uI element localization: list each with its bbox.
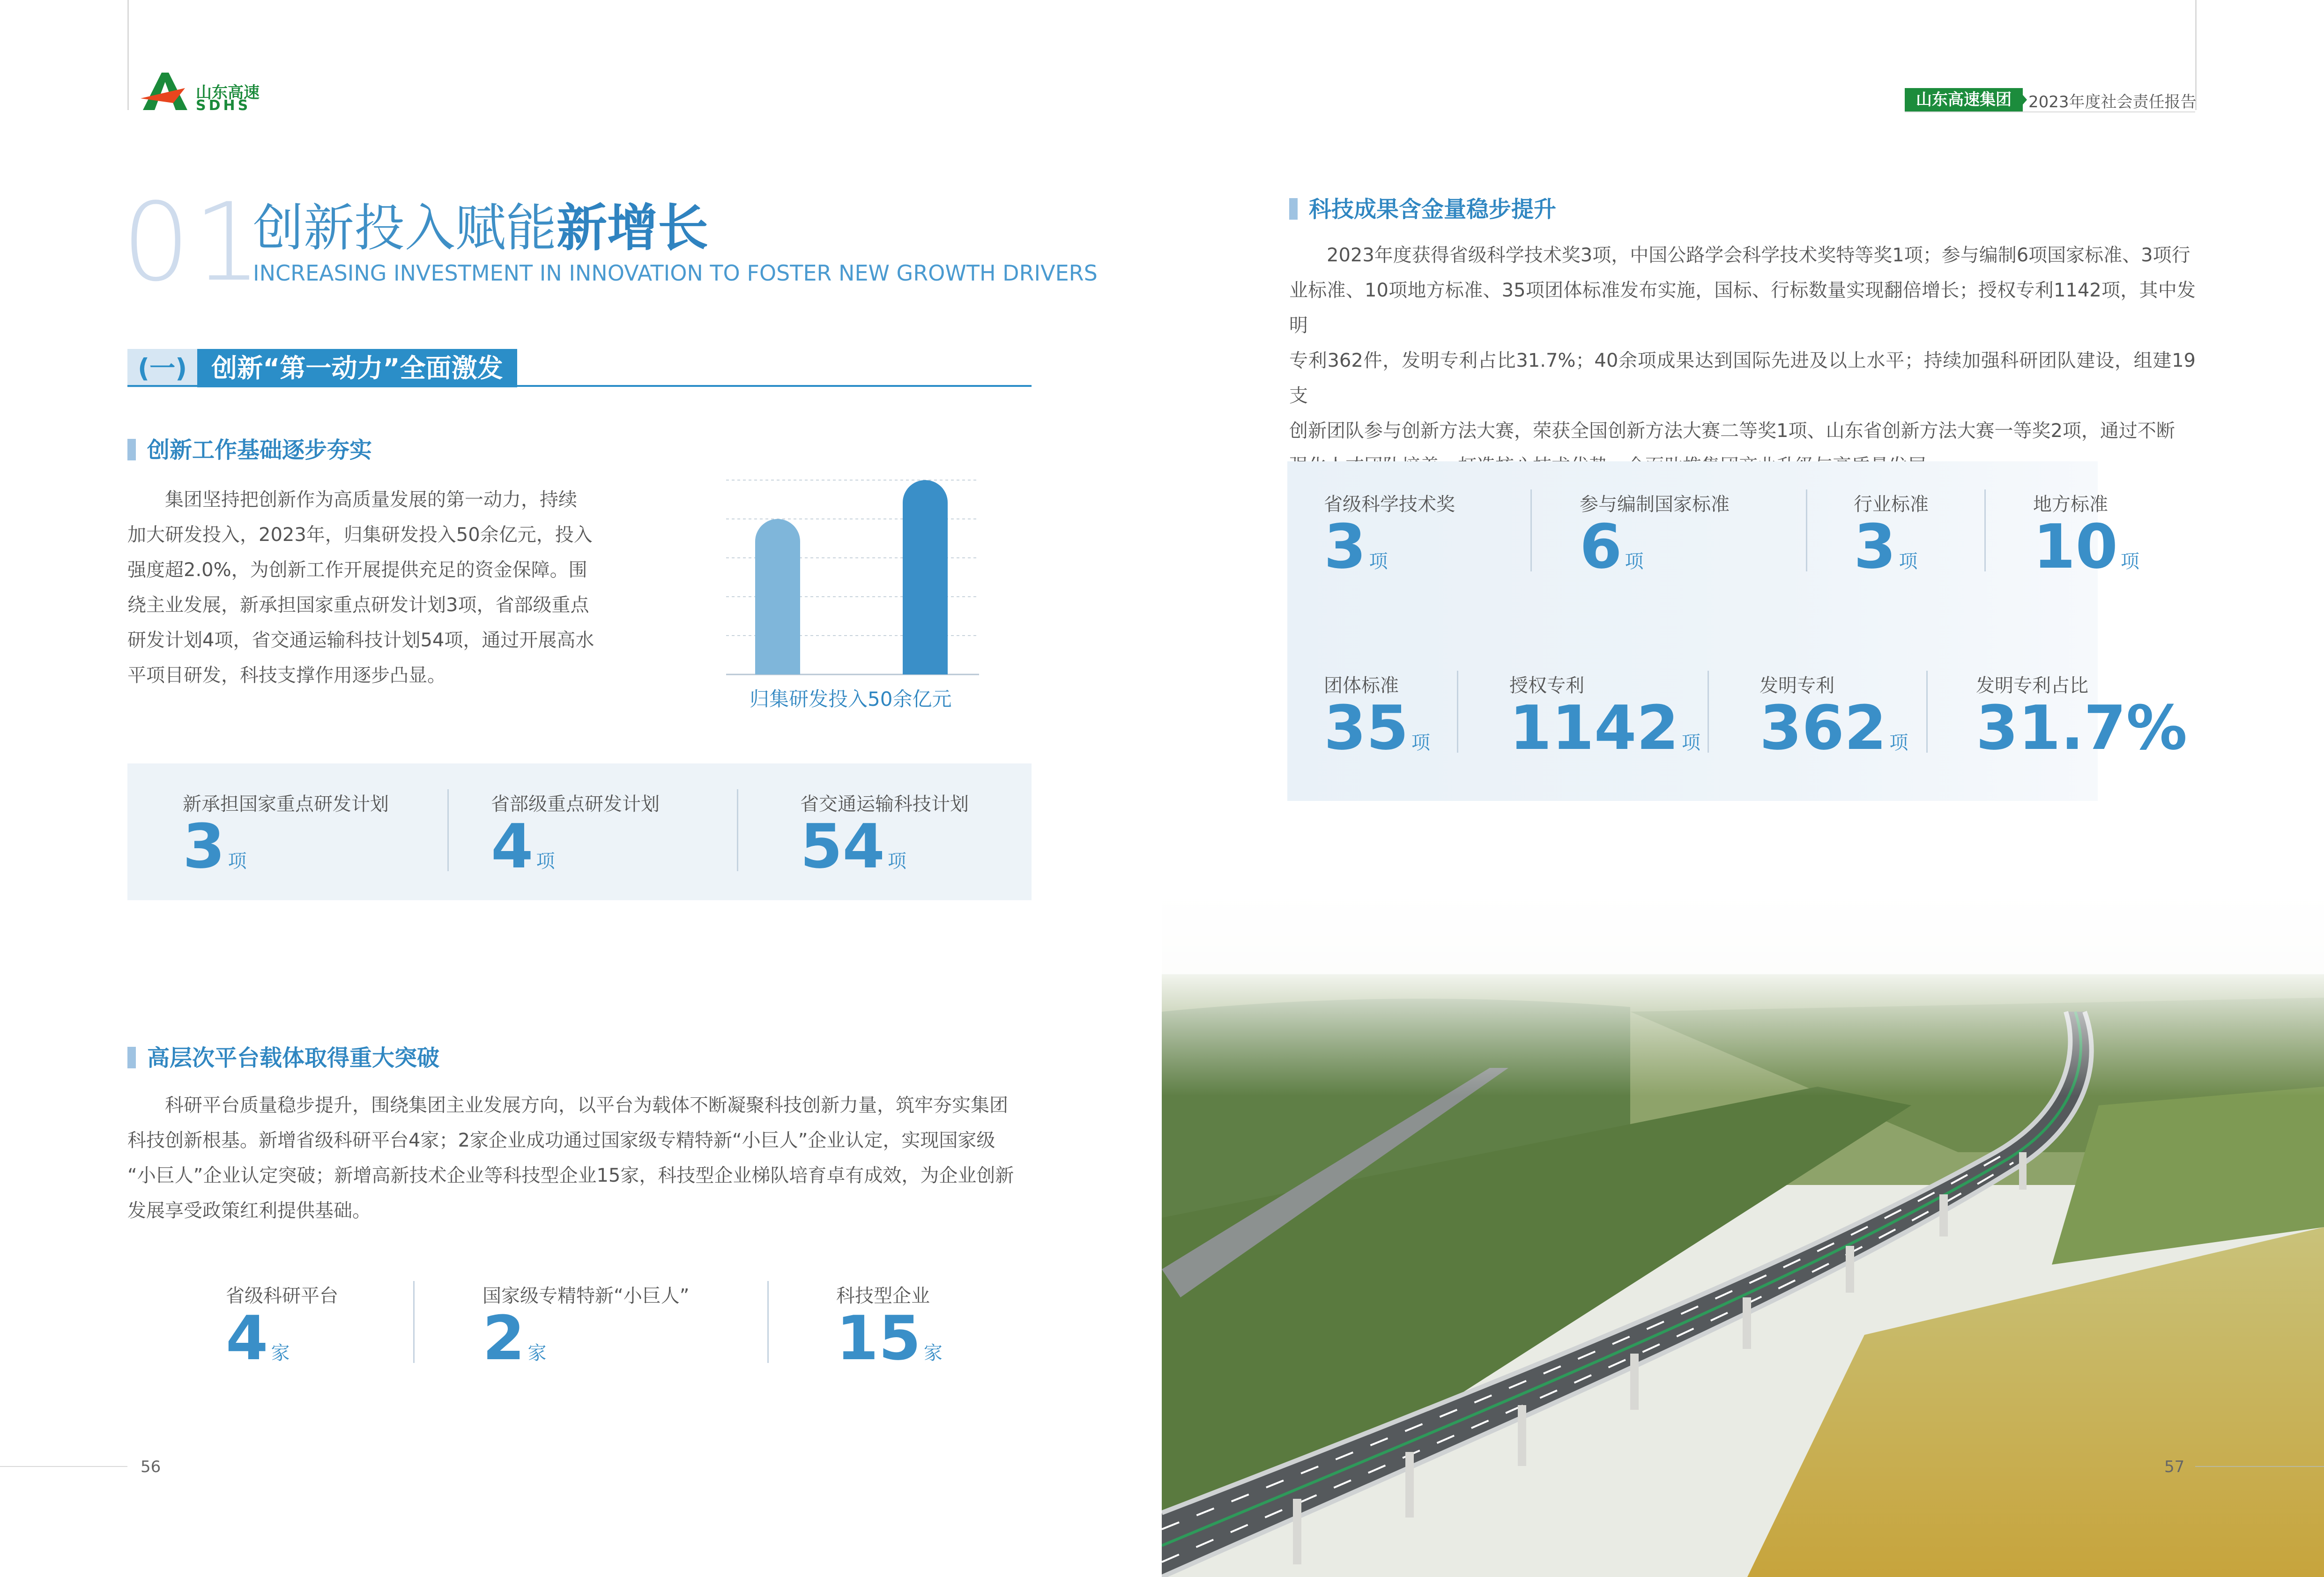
footer-rule-left <box>0 1466 127 1467</box>
stat-unit: 项 <box>1889 732 1908 754</box>
stat-value <box>1854 511 1929 582</box>
chart-caption: 归集研发投入50余亿元 <box>750 688 952 711</box>
block1-heading: 创新工作基础逐步夯实 <box>127 432 372 464</box>
rd-investment-chart <box>726 473 979 679</box>
section-title <box>253 187 708 260</box>
stat-number: 1142 <box>1509 692 1679 763</box>
stat-group-standards <box>1324 671 1430 763</box>
stat-value <box>1509 692 1700 763</box>
highway-photo-illustration <box>1162 890 2324 1577</box>
stat-number: 362 <box>1760 692 1887 763</box>
paragraph-line: 业标准、10项地方标准、35项团体标准发布实施，国标、行标数量实现翻倍增长；授权专利1142项，其中发明 <box>1289 280 2196 336</box>
subsection-heading <box>127 349 517 387</box>
stat-number: 15 <box>836 1303 921 1374</box>
stat-number: 3 <box>1854 511 1896 582</box>
block2-heading: 高层次平台载体取得重大突破 <box>127 1040 439 1072</box>
subsection-underline <box>127 385 1032 387</box>
stat-value <box>226 1303 338 1374</box>
header-report-title: 2023年度社会责任报告 <box>2028 93 2197 111</box>
stat-value <box>800 811 969 882</box>
paragraph-line: 发展享受政策红利提供基础。 <box>127 1200 371 1222</box>
header-company-badge: 山东高速集团 <box>1905 88 2023 111</box>
header-badge-arrow <box>2017 88 2027 111</box>
stat-number: 6 <box>1580 511 1622 582</box>
stat-provincial-science-awards <box>1324 489 1455 582</box>
stat-tech-enterprises <box>836 1281 943 1374</box>
stat-unit: 家 <box>271 1342 290 1364</box>
stat-unit: 项 <box>887 851 906 872</box>
highway-aerial-photo <box>1162 890 2324 1577</box>
stat-divider <box>1530 489 1532 571</box>
stat-number: 35 <box>1324 692 1409 763</box>
stat-number: 4 <box>226 1303 268 1374</box>
stat-divider <box>1984 489 1986 571</box>
stat-divider <box>1708 671 1709 753</box>
stat-number: 10 <box>2033 511 2118 582</box>
stat-value <box>1580 511 1730 582</box>
stat-label: 省部级重点研发计划 <box>491 793 660 815</box>
stat-value <box>1324 511 1455 582</box>
logo-mark-icon <box>141 70 192 112</box>
stat-number: 54 <box>800 811 885 882</box>
stat-number: 2 <box>483 1303 525 1374</box>
subsection-number: (一) <box>127 349 197 387</box>
stat-value <box>836 1303 943 1374</box>
page-number-left: 56 <box>141 1458 161 1476</box>
paragraph-line: 研发计划4项，省交通运输科技计划54项，通过开展高水 <box>127 629 594 651</box>
stat-value <box>1976 692 2190 763</box>
stat-authorized-patents <box>1509 671 1700 763</box>
paragraph-line: 2023年度获得省级科学技术奖3项，中国公路学会科学技术奖特等奖1项；参与编制6项国家标准、3项行 <box>1289 244 2190 266</box>
logo-text-en: SDHS <box>196 97 251 114</box>
stat-label: 发明专利占比 <box>1976 675 2088 696</box>
stat-industry-standards <box>1854 489 1929 582</box>
stat-unit: 项 <box>536 851 555 872</box>
block3-heading: 科技成果含金量稳步提升 <box>1289 191 1556 223</box>
stat-label: 行业标准 <box>1854 494 1929 515</box>
stat-label: 参与编制国家标准 <box>1580 494 1730 515</box>
stat-label: 发明专利 <box>1760 675 1834 696</box>
paragraph-line: 平项目研发，科技支撑作用逐步凸显。 <box>127 665 446 686</box>
stat-label: 地方标准 <box>2033 494 2108 515</box>
stat-value <box>1324 692 1430 763</box>
paragraph-line: 专利362件，发明专利占比31.7%；40余项成果达到国际先进及以上水平；持续加强科研团队建设，组建19支 <box>1289 350 2196 407</box>
stat-label: 授权专利 <box>1509 675 1584 696</box>
stat-invention-patent-ratio <box>1976 671 2190 763</box>
section-title-light: 创新投入赋能 <box>253 199 557 258</box>
stat-label: 省级科学技术奖 <box>1324 494 1455 515</box>
stat-number: 31.7% <box>1976 692 2188 763</box>
block3-paragraph <box>1289 238 2196 484</box>
stat-number: 4 <box>491 811 534 882</box>
stat-transport-tech-plans <box>800 789 969 882</box>
paragraph-line: 加大研发投入，2023年，归集研发投入50余亿元，投入 <box>127 524 593 546</box>
block1-paragraph <box>127 482 605 693</box>
stat-label: 科技型企业 <box>836 1285 930 1307</box>
stat-unit: 项 <box>1899 551 1918 572</box>
stat-divider <box>1806 489 1807 571</box>
header-rule <box>1905 111 2195 112</box>
paragraph-line: 科研平台质量稳步提升，围绕集团主业发展方向，以平台为载体不断凝聚科技创新力量，筑牢夯实集团 <box>127 1095 1008 1116</box>
stat-value <box>491 811 660 882</box>
stat-invention-patents <box>1760 671 1908 763</box>
stat-provincial-rd-plans <box>491 789 660 882</box>
stat-divider <box>1457 671 1458 753</box>
chart-bar <box>755 519 800 674</box>
paragraph-line: 强度超2.0%，为创新工作开展提供充足的资金保障。围 <box>127 559 587 581</box>
paragraph-line: 集团坚持把创新作为高质量发展的第一动力，持续 <box>127 489 577 511</box>
stat-number: 3 <box>1324 511 1366 582</box>
stat-national-rd-plans <box>183 789 389 882</box>
stat-divider <box>413 1281 415 1363</box>
paragraph-line: 创新团队参与创新方法大赛，荣获全国创新方法大赛二等奖1项、山东省创新方法大赛一等奖2项，通过不断 <box>1289 420 2175 442</box>
stat-unit: 家 <box>527 1342 547 1364</box>
stat-number: 3 <box>183 811 225 882</box>
paragraph-line: 绕主业发展，新承担国家重点研发计划3项，省部级重点 <box>127 594 589 616</box>
stat-little-giants <box>483 1281 690 1374</box>
page-number-right: 57 <box>2164 1458 2185 1476</box>
company-logo <box>141 70 267 112</box>
stat-unit: 项 <box>228 851 247 872</box>
chart-bar <box>903 480 948 674</box>
block2-paragraph <box>127 1088 1034 1229</box>
stat-provincial-platforms <box>226 1281 338 1374</box>
stat-unit: 项 <box>1411 732 1430 754</box>
paragraph-line: “小巨人”企业认定突破；新增高新技术企业等科技型企业15家，科技型企业梯队培育卓有成效，为企业创新 <box>127 1165 1014 1186</box>
stat-divider <box>447 789 449 871</box>
stat-value <box>183 811 389 882</box>
stat-unit: 项 <box>1625 551 1644 572</box>
subsection-title: 创新“第一动力”全面激发 <box>211 353 503 383</box>
stat-divider <box>1926 671 1928 753</box>
stat-label: 国家级专精特新“小巨人” <box>483 1285 690 1307</box>
logo-text-cn: 山东高速 <box>196 83 260 102</box>
stat-value <box>1760 692 1908 763</box>
stat-label: 省级科研平台 <box>226 1285 338 1307</box>
paragraph-line: 科技创新根基。新增省级科研平台4家；2家企业成功通过国家级专精特新“小巨人”企业认定，实现国家级 <box>127 1130 995 1151</box>
stat-unit: 项 <box>2120 551 2139 572</box>
stat-divider <box>737 789 738 871</box>
section-title-en: INCREASING INVESTMENT IN INNOVATION TO FOSTER NEW GROWTH DRIVERS <box>253 260 1098 286</box>
stat-label: 新承担国家重点研发计划 <box>183 793 389 815</box>
stat-value <box>483 1303 689 1374</box>
stat-unit: 家 <box>923 1342 943 1364</box>
page-guide-left <box>127 0 129 110</box>
stat-local-standards <box>2033 489 2139 582</box>
stat-national-standards <box>1580 489 1730 582</box>
footer-rule-right <box>2195 1466 2324 1467</box>
section-number: 01 <box>122 180 265 305</box>
stat-label: 团体标准 <box>1324 675 1399 696</box>
stat-divider <box>767 1281 769 1363</box>
section-title-bold: 新增长 <box>557 199 709 258</box>
stat-unit: 项 <box>1681 732 1700 754</box>
stat-value <box>2033 511 2139 582</box>
stat-unit: 项 <box>1369 551 1388 572</box>
stat-label: 省交通运输科技计划 <box>800 793 969 815</box>
